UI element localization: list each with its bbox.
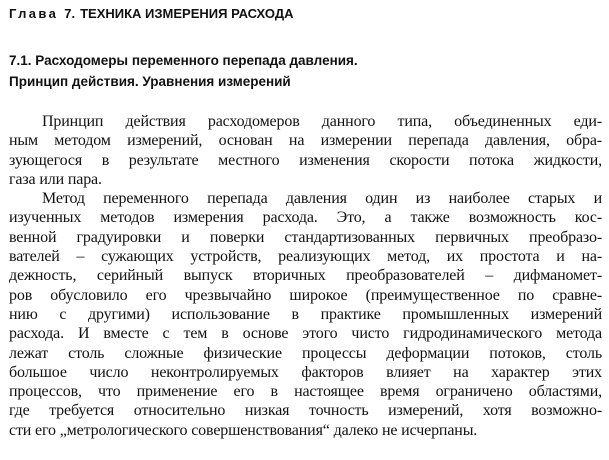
chapter-number: 7. <box>64 6 76 21</box>
paragraph-2-line: где требуется относительно низкая точность измерений, хотя возможно- <box>9 402 602 420</box>
paragraph-2-line: лежат столь сложные физические процессы деформации потоков, столь <box>9 344 602 362</box>
paragraph-1-line: Принцип действия расходомеров данного типа, объединенных еди- <box>42 113 602 130</box>
paragraph-2-line: Метод переменного перепада давления один из наиболее старых и <box>42 190 602 208</box>
paragraph-2-line: изученных методов измерения расхода. Это, а также возможность кос- <box>9 209 602 227</box>
paragraph-2-line: ров обусловило его чрезвычайно широкое (преимущественное по сравне- <box>9 286 602 304</box>
paragraph-2-line: процессов, что применение его в настоящее время ограничено областями, <box>9 383 602 401</box>
chapter-word: Глава <box>9 6 59 21</box>
paragraph-1-line: ным методом измерений, основан на измерении перепада давления, обра- <box>9 132 602 150</box>
section-subtitle: Принцип действия. Уравнения измерений <box>9 74 291 89</box>
paragraph-1-line: зующегося в результате местного изменения скорости потока жидкости, <box>9 151 602 169</box>
paragraph-2-line: венной градуировки и поверки стандартизованных первичных преобразо- <box>9 228 602 246</box>
body-text <box>9 112 602 440</box>
section-heading <box>9 50 358 92</box>
chapter-title: ТЕХНИКА ИЗМЕРЕНИЯ РАСХОДА <box>80 6 294 21</box>
paragraph-2-line: вателей – сужающих устройств, реализующих метод, их простота и на- <box>9 248 602 266</box>
chapter-header <box>9 6 294 21</box>
paragraph-2-line: дежность, серийный выпуск вторичных преобразователей – дифманомет- <box>9 267 602 285</box>
paragraph-2-line: сти его „метрологического совершенствования“ далеко не исчерпаны. <box>9 421 478 439</box>
section-title: 7.1. Расходомеры переменного перепада давления. <box>9 53 358 68</box>
paragraph-1-line: газа или пара. <box>9 170 102 188</box>
paragraph-2-line: расхода. И вместе с тем в основе этого чисто гидродинамического метода <box>9 325 602 343</box>
paragraph-2-line: нию с другими) использование в практике промышленных измерений <box>9 305 602 323</box>
paragraph-2-line: большое число неконтролируемых факторов влияет на характер этих <box>9 363 602 381</box>
